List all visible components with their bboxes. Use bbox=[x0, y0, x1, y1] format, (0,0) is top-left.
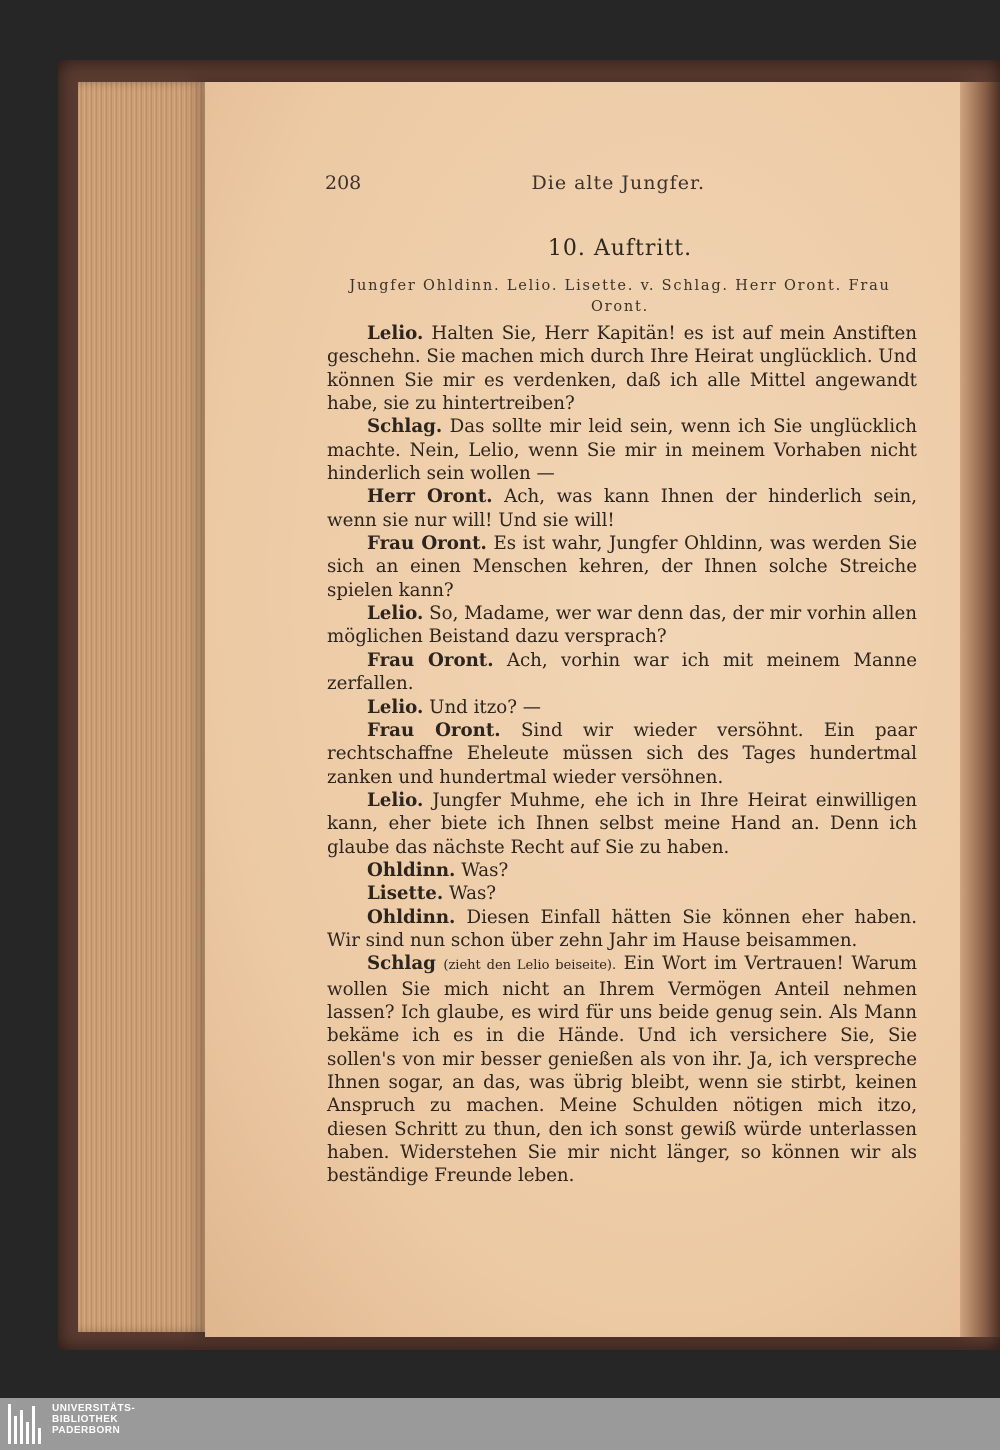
speaker-name: Ohldinn. bbox=[367, 859, 456, 881]
running-title: Die alte Jungfer. bbox=[531, 172, 705, 194]
dialogue-line bbox=[327, 952, 917, 1187]
speaker-name: Frau Oront. bbox=[367, 649, 494, 671]
dialogue-line bbox=[327, 719, 917, 789]
speaker-name: Lelio. bbox=[367, 789, 424, 811]
speech-text: Ach, was kann Ihnen der hinderlich sein, wenn sie nur will! Und sie will! bbox=[327, 486, 918, 531]
speech-text: Was? bbox=[449, 883, 497, 905]
dialogue-line bbox=[327, 906, 917, 953]
dialogue-line bbox=[327, 532, 917, 602]
speaker-name: Herr Oront. bbox=[367, 486, 493, 508]
speaker-name: Frau Oront. bbox=[367, 533, 487, 555]
dialogue-line bbox=[327, 882, 917, 905]
speaker-name: Lisette. bbox=[367, 883, 444, 905]
speech-text: Es ist wahr, Jungfer Ohldinn, was werden Sie sich an einen Menschen kehren, der Ihnen solche Streiche spielen kann? bbox=[327, 533, 917, 601]
dialogue-line bbox=[327, 859, 917, 882]
speaker-name: Lelio. bbox=[367, 603, 424, 625]
library-footer bbox=[0, 1398, 1000, 1450]
speech-text: Das sollte mir leid sein, wenn ich Sie unglücklich machte. Nein, Lelio, wenn Sie mir in meinem Vorhaben nicht hinderlich sein wollen — bbox=[327, 416, 917, 485]
speech-text: Und itzo? — bbox=[429, 696, 541, 718]
speech-text: Halten Sie, Herr Kapitän! es ist auf mein Anstiften geschehn. Sie machen mich durch Ihre Heirat unglücklich. Und können Sie mir es verdenken, daß ich alle Mittel angewandt habe, sie zu hintertreiben? bbox=[327, 323, 917, 415]
speaker-name: Schlag bbox=[367, 953, 436, 975]
speech-text: Was? bbox=[461, 859, 509, 881]
cast-list: Jungfer Ohldinn. Lelio. Lisette. v. Schlag. Herr Oront. Frau Oront. bbox=[349, 278, 891, 315]
speech-text: Sind wir wieder versöhnt. Ein paar rechtschaffne Eheleute müssen sich des Tages hundertmal zanken und hundertmal wieder versöhnen. bbox=[327, 719, 917, 788]
scene-title: 10. Auftritt. bbox=[547, 236, 693, 261]
book-gutter bbox=[960, 82, 1000, 1337]
running-head bbox=[325, 172, 705, 200]
stage-direction: (zieht den Lelio beiseite). bbox=[443, 958, 617, 974]
speaker-name: Frau Oront. bbox=[367, 719, 501, 741]
speech-text: Diesen Einfall hätten Sie können eher haben. Wir sind nun schon über zehn Jahr im Hause beisammen. bbox=[327, 906, 917, 951]
dialogue-line bbox=[327, 322, 917, 415]
speech-text: Jungfer Muhme, ehe ich in Ihre Heirat einwilligen kann, eher biete ich Ihnen selbst meine Hand an. Denn ich glaube das nächste Recht auf Sie zu haben. bbox=[327, 789, 917, 858]
dialogue-text bbox=[327, 322, 917, 1188]
dialogue-line bbox=[327, 602, 917, 649]
dialogue-line bbox=[327, 696, 917, 719]
library-name: UNIVERSITÄTS- BIBLIOTHEK PADERBORN bbox=[52, 1403, 136, 1436]
speaker-name: Schlag. bbox=[367, 416, 443, 438]
speaker-name: Lelio. bbox=[367, 323, 424, 344]
speaker-name: Lelio. bbox=[367, 696, 424, 718]
speech-text: Ein Wort im Vertrauen! Warum wollen Sie mich nicht an Ihrem Vermögen Anteil nehmen lassen? Ich glaube, es wird für uns beide genug sein. Als Mann bekäme ich es in die Hände. Und ich versichere Sie, Sie sollen's von mir besser genießen als von ihr. Ja, ich verspreche Ihnen sogar, an das, was übrig bleibt, wenn sie stirbt, keinen Anspruch zu machen. Meine Schulden nötigen mich itzo, diesen Schritt zu thun, den ich sonst gewiß würde unterlassen haben. Widerstehen Sie mir nicht länger, so können wir als beständige Freunde leben. bbox=[327, 953, 917, 1187]
dialogue-line bbox=[327, 485, 917, 532]
dialogue-line bbox=[327, 789, 917, 859]
dialogue-line bbox=[327, 415, 917, 485]
dialogue-line bbox=[327, 649, 917, 696]
page-number: 208 bbox=[325, 172, 362, 194]
speech-text: Ach, vorhin war ich mit meinem Manne zerfallen. bbox=[327, 649, 917, 695]
library-logo-icon bbox=[6, 1404, 46, 1444]
speech-text: So, Madame, wer war denn das, der mir vorhin allen möglichen Beistand dazu versprach? bbox=[327, 603, 917, 648]
speaker-name: Ohldinn. bbox=[367, 906, 456, 928]
